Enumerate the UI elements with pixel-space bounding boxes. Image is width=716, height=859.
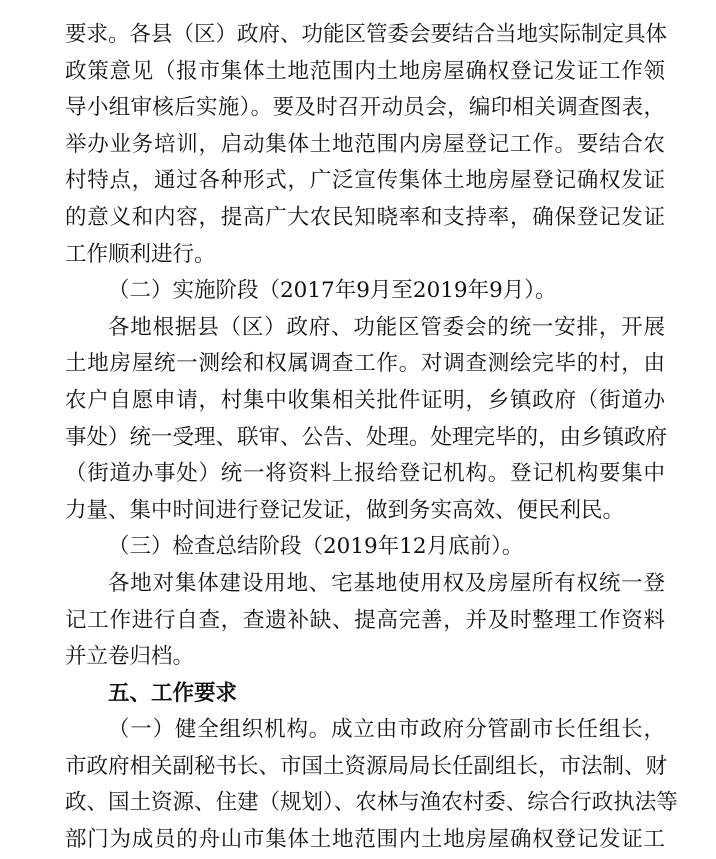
- text-line-2: 政策意见（报市集体土地范围内土地房屋确权登记发证工作领: [65, 58, 665, 84]
- text-line-12: 事处）统一受理、联审、公告、处理。处理完毕的，由乡镇政府: [65, 424, 668, 450]
- text-line-14: 力量、集中时间进行登记发证，做到务实高效、便民利民。: [65, 497, 625, 523]
- text-line-10: 土地房屋统一测绘和权属调查工作。对调查测绘完毕的村，由: [65, 351, 665, 377]
- text-line-13: （街道办事处）统一将资料上报给登记机构。登记机构要集中: [65, 461, 665, 487]
- text-line-4: 举办业务培训，启动集体土地范围内房屋登记工作。要结合农: [65, 131, 665, 157]
- text-line-22: 政、国土资源、住建（规划）、农林与渔农村委、综合行政执法等: [65, 790, 678, 816]
- text-line-7: 工作顺利进行。: [65, 241, 216, 267]
- text-line-1: 要求。各县（区）政府、功能区管委会要结合当地实际制定具体: [65, 22, 668, 47]
- text-line-17: 记工作进行自查，查遗补缺、提高完善，并及时整理工作资料: [65, 607, 665, 633]
- text-line-9: 各地根据县（区）政府、功能区管委会的统一安排，开展: [108, 314, 665, 340]
- text-line-3: 导小组审核后实施）。要及时召开动员会，编印相关调查图表，: [65, 95, 665, 121]
- text-line-11: 农户自愿申请，村集中收集相关批件证明，乡镇政府（街道办: [65, 387, 665, 413]
- text-line-5: 村特点，通过各种形式，广泛宣传集体土地房屋登记确权发证: [65, 168, 665, 194]
- text-line-23: 部门为成员的舟山市集体土地范围内土地房屋确权登记发证工: [65, 827, 665, 853]
- document-page: [65, 17, 678, 859]
- section-title-review: （三）检查总结阶段（2019年12月底前）。: [108, 534, 524, 560]
- text-line-16: 各地对集体建设用地、宅基地使用权及房屋所有权统一登: [108, 570, 665, 596]
- text-line-18: 并立卷归档。: [65, 644, 195, 670]
- text-line-21: 市政府相关副秘书长、市国土资源局局长任副组长，市法制、财: [65, 753, 668, 779]
- text-line-6: 的意义和内容，提高广大农民知晓率和支持率，确保登记发证: [65, 204, 665, 230]
- section-title-implementation: （二）实施阶段（2017年9月至2019年9月）。: [108, 278, 557, 304]
- text-line-20: （一）健全组织机构。成立由市政府分管副市长任组长，: [108, 717, 665, 743]
- chapter-heading-work-requirements: 五、工作要求: [108, 680, 238, 706]
